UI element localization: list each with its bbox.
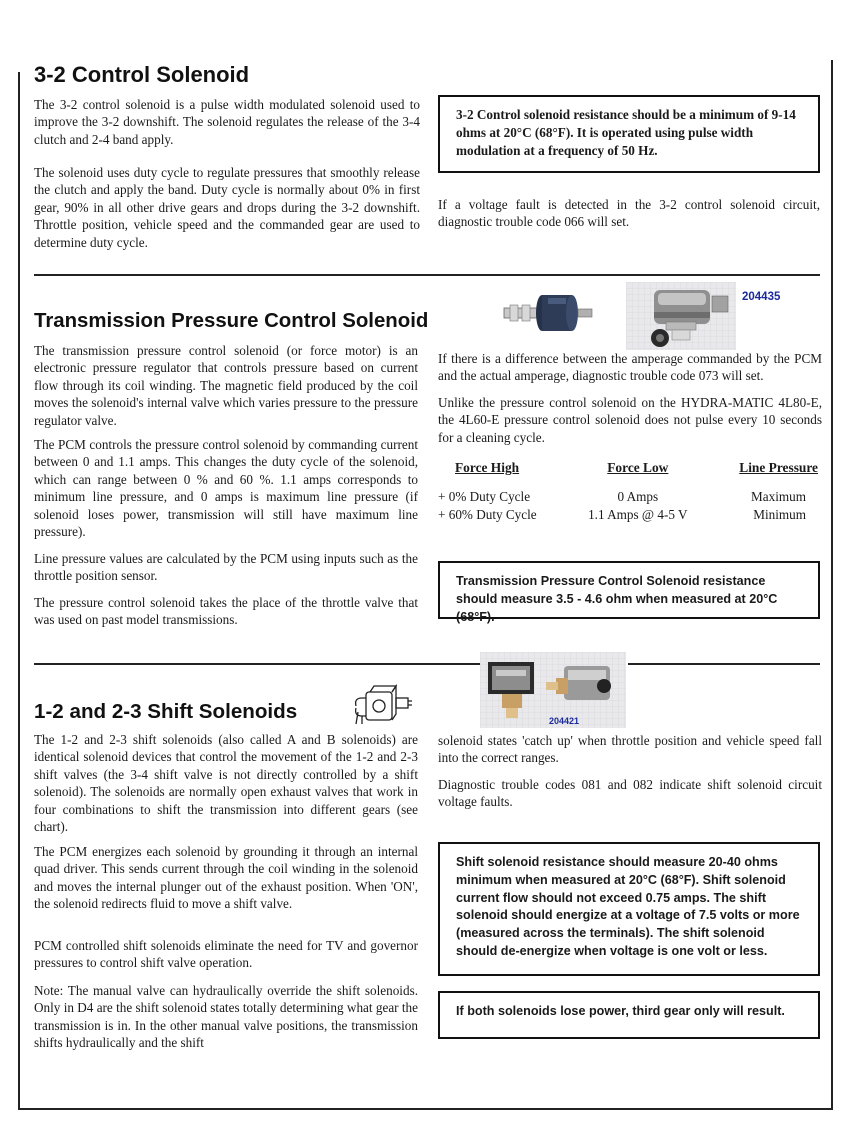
shift-solenoids-para-5: solenoid states 'catch up' when throttle position and vehicle speed fall into the correct ranges. [438,733,822,766]
page-frame-bottom [18,1108,833,1110]
page-frame-left [18,72,20,1110]
pressure-control-para-3: Line pressure values are calculated by the PCM using inputs such as the throttle position sensor. [34,551,418,584]
pressure-control-para-1: The transmission pressure control solenoid (or force motor) is an electronic pressure regulator that controls pressure based on current flow through its coil winding. The magnetic field produced by the coil moves the solenoid's internal valve which varies pressure to the pressure regulator valve. [34,343,418,428]
force-table-header: Force Low [607,460,669,475]
section-3-2-heading: 3-2 Control Solenoid [34,62,250,87]
force-table-cell: Maximum [751,489,806,504]
pressure-control-para-4: The pressure control solenoid takes the place of the throttle valve that was used on past model transmissions. [34,595,418,628]
shift-solenoids-para-3: PCM controlled shift solenoids eliminate the need for TV and governor pressures to control shift valve operation. [34,938,418,971]
pressure-control-heading: Transmission Pressure Control Solenoid [34,310,429,332]
pressure-control-para-5: If there is a difference between the amperage commanded by the PCM and the actual amperage, diagnostic trouble code 073 will set. [438,351,822,384]
section-divider-2b [628,663,820,665]
section-3-2-para-1: The 3-2 control solenoid is a pulse width modulated solenoid used to improve the 3-2 downshift. The solenoid regulates the release of the 3-4 clutch and 2-4 band apply. [34,97,420,147]
force-table-row [438,488,822,506]
force-table-cell: 1.1 Amps @ 4-5 V [588,507,688,522]
shift-solenoids-para-6: Diagnostic trouble codes 081 and 082 indicate shift solenoid circuit voltage faults. [438,777,822,810]
section-3-2-para-3: If a voltage fault is detected in the 3-2 control solenoid circuit, diagnostic trouble code 066 will set. [438,197,820,230]
shift-solenoids-para-2: The PCM energizes each solenoid by grounding it through an internal quad driver. This sends current through the coil winding in the solenoid and moves the internal plunger out of the exhaust position. When 'ON', the solenoid redirects fluid to move a shift valve. [34,844,418,912]
pressure-control-spec-box: Transmission Pressure Control Solenoid resistance should measure 3.5 - 4.6 ohm when measured at 20°C (68°F). [438,561,820,619]
pressure-solenoid-part-number: 204435 [742,291,781,303]
shift-solenoid-spec-box: Shift solenoid resistance should measure 20-40 ohms minimum when measured at 20°C (68°F). Shift solenoid current flow should not exceed 0.75 amps. The shift solenoid should energize at a voltage of 7.5 volts or more (measured across the terminals). The shift solenoid should de-energize when voltage is one volt or less. [438,842,820,976]
pressure-solenoid-photo-large [626,282,736,350]
shift-solenoid-drawing [352,684,414,726]
force-table-header: Line Pressure [739,460,818,475]
shift-solenoids-heading: 1-2 and 2-3 Shift Solenoids [34,700,298,723]
page-frame-right [831,60,833,1110]
pressure-control-para-6: Unlike the pressure control solenoid on the HYDRA-MATIC 4L80-E, the 4L60-E pressure control solenoid does not pulse every 10 seconds for a cleaning cycle. [438,395,822,445]
force-table-header: Force High [455,460,520,475]
force-table-header-row [438,460,822,488]
pressure-control-para-2: The PCM controls the pressure control solenoid by commanding current between 0 and 1.1 amps. This changes the duty cycle of the solenoid, which can range between 0 % and 60 %. 1.1 amps corresponds to minimum line pressure, and 0 amps is maximum line pressure (if solenoid loses power, transmission will still have maximum line pressure). [34,437,418,540]
shift-solenoid-part-number: 204421 [549,716,580,726]
shift-solenoids-para-1: The 1-2 and 2-3 shift solenoids (also called A and B solenoids) are identical solenoid devices that control the movement of the 1-2 and 2-3 shift valves (the 3-4 shift valve is not directly controlled by a shift solenoid). The solenoids are normally open exhaust valves that work in four combinations to shift the transmission into different gears (see chart). [34,732,418,835]
force-table [438,460,822,524]
force-table-row [438,506,822,524]
section-3-2-spec-box: 3-2 Control solenoid resistance should be a minimum of 9-14 ohms at 20°C (68°F). It is operated using pulse width modulation at a frequency of 50 Hz. [438,95,820,173]
force-table-cell: Minimum [753,507,806,522]
section-divider-2a [34,663,480,665]
pressure-solenoid-photo-small [500,290,598,336]
shift-solenoids-para-4: Note: The manual valve can hydraulically override the shift solenoids. Only in D4 are the shift solenoid states totally determining what gear the transmission is in. In the other manual valve positions, the transmission shifts hydraulically and the shift [34,983,418,1051]
both-solenoids-note-box: If both solenoids lose power, third gear only will result. [438,991,820,1039]
force-table-cell: 0 Amps [617,489,659,504]
section-3-2-para-2: The solenoid uses duty cycle to regulate pressures that smoothly release the clutch and apply the band. Duty cycle is normally about 0% in first gear, 90% in all other drive gears and drops during the 3-2 downshift. Throttle position, vehicle speed and the commanded gear are used to determine duty cycle. [34,165,420,250]
force-table-cell: + 0% Duty Cycle [438,489,531,504]
section-divider-1 [34,274,820,276]
force-table-cell: + 60% Duty Cycle [438,507,537,522]
